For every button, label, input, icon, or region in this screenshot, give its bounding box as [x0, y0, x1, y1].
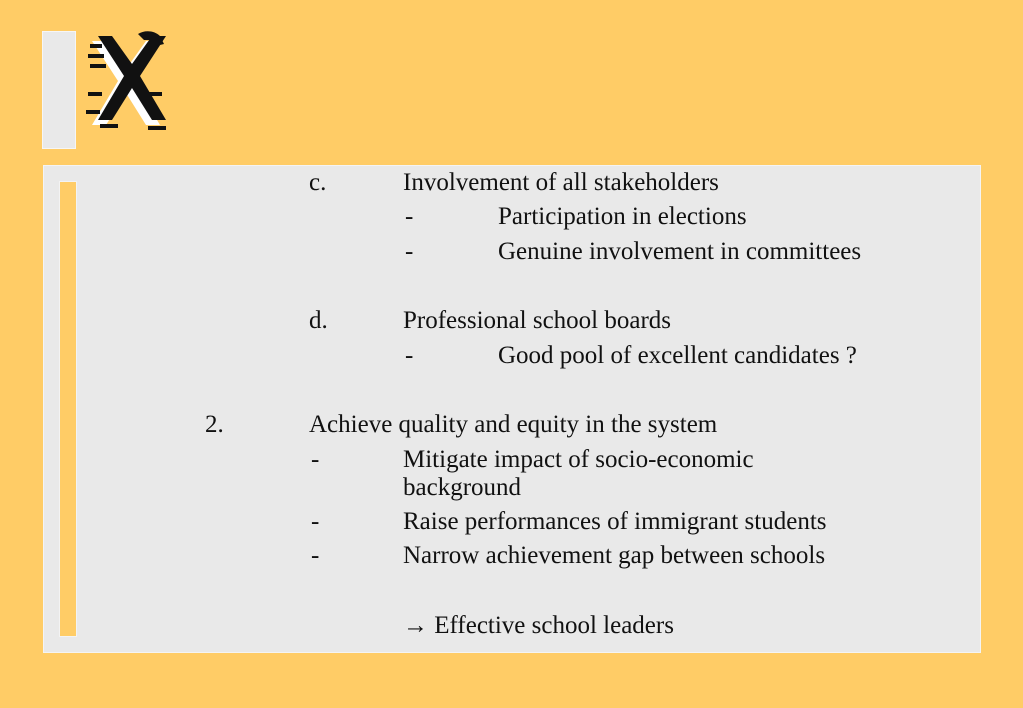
item-2-text: Achieve quality and equity in the system: [309, 411, 718, 438]
conclusion-text: → Effective school leaders: [403, 612, 674, 639]
item-d-sub1-text: Good pool of excellent candidates ?: [498, 342, 857, 369]
item-2-sub3-text: Narrow achievement gap between schools: [403, 542, 826, 569]
item-2-marker: 2.: [205, 411, 224, 438]
item-d-marker: d.: [309, 307, 328, 334]
item-c-sub2-text: Genuine involvement in committees: [498, 238, 862, 265]
accent-bar: [59, 181, 77, 637]
item-2-sub1-marker: -: [311, 446, 320, 473]
item-c-sub1-marker: -: [405, 203, 414, 230]
logo-bar: [42, 31, 76, 149]
item-c-sub2-marker: -: [405, 238, 414, 265]
item-2-sub3-marker: -: [311, 542, 320, 569]
item-2-sub1-text-line1: Mitigate impact of socio-economic: [403, 446, 754, 473]
item-c-sub1-text: Participation in elections: [498, 203, 747, 230]
item-d-text: Professional school boards: [403, 307, 672, 334]
item-d-sub1-marker: -: [405, 342, 414, 369]
item-2-sub2-text: Raise performances of immigrant students: [403, 508, 827, 535]
item-c-text: Involvement of all stakeholders: [403, 169, 719, 196]
item-2-sub1-text-line2: background: [403, 474, 522, 501]
item-2-sub2-marker: -: [311, 508, 320, 535]
flemish-lion-icon: [82, 30, 172, 134]
item-c-marker: c.: [309, 169, 327, 196]
